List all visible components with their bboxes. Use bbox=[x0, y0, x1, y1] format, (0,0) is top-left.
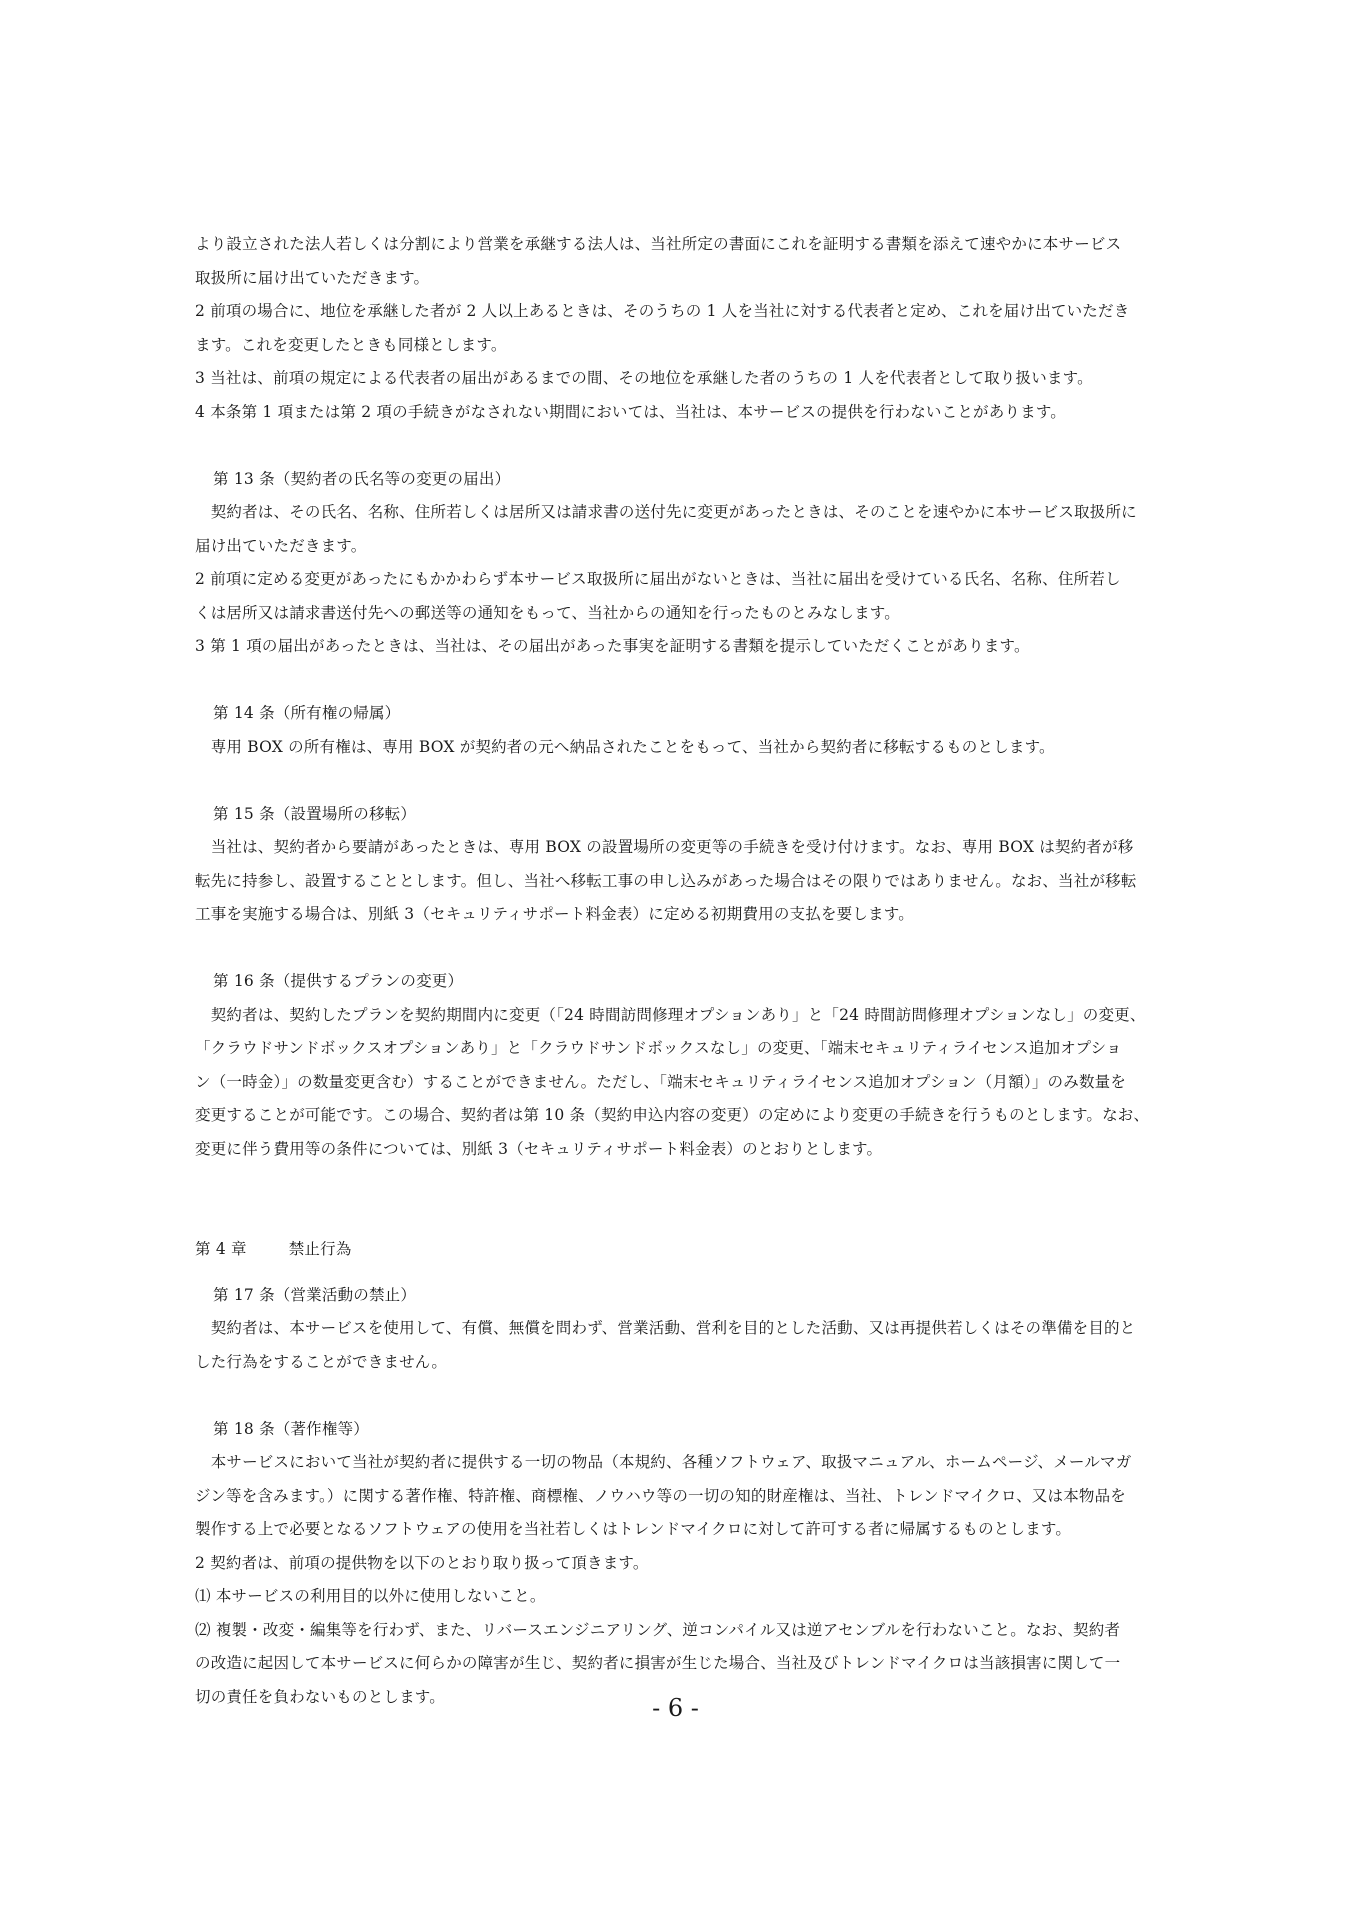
text-line: の改造に起因して本サービスに何らかの障害が生じ、契約者に損害が生じた場合、当社及びトレンドマイクロは当該損害に関して一 bbox=[195, 1654, 1121, 1672]
article-heading: 第 13 条（契約者の氏名等の変更の届出） bbox=[213, 469, 511, 488]
text-line: 届け出ていただきます。 bbox=[195, 536, 367, 555]
text-line: 変更に伴う費用等の条件については、別紙 3（セキュリティサポート料金表）のとおりとします。 bbox=[195, 1139, 883, 1158]
text-line: 当社は、契約者から要請があったときは、専用 BOX の設置場所の変更等の手続きを受け付けます。なお、専用 BOX は契約者が移 bbox=[195, 838, 1134, 856]
text-line: くは居所又は請求書送付先への郵送等の通知をもって、当社からの通知を行ったものとみなします。 bbox=[195, 603, 900, 622]
text-line: 取扱所に届け出ていただきます。 bbox=[195, 268, 430, 287]
text-line: 4 本条第 1 項または第 2 項の手続きがなされない期間においては、当社は、本サービスの提供を行わないことがあります。 bbox=[195, 402, 1066, 421]
text-line: 契約者は、その氏名、名称、住所若しくは居所又は請求書の送付先に変更があったときは、そのことを速やかに本サービス取扱所に bbox=[195, 503, 1137, 521]
text-line: ン（一時金）」の数量変更含む）することができません。ただし、「端末セキュリティライセンス追加オプション（月額）」のみ数量を bbox=[195, 1072, 1127, 1091]
text-line: 3 当社は、前項の規定による代表者の届出があるまでの間、その地位を承継した者のうちの 1 人を代表者として取り扱います。 bbox=[195, 369, 1093, 387]
spacer bbox=[195, 1200, 1163, 1234]
text-line: 工事を実施する場合は、別紙 3（セキュリティサポート料金表）に定める初期費用の支払を要します。 bbox=[195, 905, 914, 923]
text-line: 本サービスにおいて当社が契約者に提供する一切の物品（本規約、各種ソフトウェア、取扱マニュアル、ホームページ、メールマガ bbox=[195, 1453, 1132, 1471]
article-heading: 第 17 条（営業活動の禁止） bbox=[213, 1285, 417, 1304]
text-line: 変更することが可能です。この場合、契約者は第 10 条（契約申込内容の変更）の定めにより変更の手続きを行うものとします。なお、 bbox=[195, 1106, 1150, 1124]
text-line: 2 前項に定める変更があったにもかかわらず本サービス取扱所に届出がないときは、当社に届出を受けている氏名、名称、住所若し bbox=[195, 570, 1121, 588]
text-line: 切の責任を負わないものとします。 bbox=[195, 1687, 445, 1706]
text-line: 「クラウドサンドボックスオプションあり」と「クラウドサンドボックスなし」の変更、「端末セキュリティライセンス追加オプショ bbox=[195, 1039, 1122, 1057]
article-17 bbox=[195, 1279, 1163, 1380]
chapter-title: 禁止行為 bbox=[288, 1240, 352, 1258]
article-heading: 第 18 条（著作権等） bbox=[213, 1419, 369, 1438]
spacer bbox=[195, 664, 1163, 698]
text-line: ⑴ 本サービスの利用目的以外に使用しないこと。 bbox=[195, 1587, 546, 1605]
article-13 bbox=[195, 463, 1163, 664]
spacer bbox=[195, 1267, 1163, 1279]
spacer bbox=[195, 1166, 1163, 1200]
text-line: 転先に持参し、設置することとします。但し、当社へ移転工事の申し込みがあった場合はその限りではありません。なお、当社が移転 bbox=[195, 871, 1137, 890]
text-line: ます。これを変更したときも同様とします。 bbox=[195, 335, 507, 354]
text-line: 製作する上で必要となるソフトウェアの使用を当社若しくはトレンドマイクロに対して許可する者に帰属するものとします。 bbox=[195, 1520, 1072, 1538]
text-line: した行為をすることができません。 bbox=[195, 1352, 448, 1371]
text-line: 3 第 1 項の届出があったときは、当社は、その届出があった事実を証明する書類を提示していただくことがあります。 bbox=[195, 637, 1030, 655]
spacer bbox=[195, 429, 1163, 463]
text-line: より設立された法人若しくは分割により営業を承継する法人は、当社所定の書面にこれを証明する書類を添えて速やかに本サービス bbox=[195, 235, 1122, 253]
text-line: 2 契約者は、前項の提供物を以下のとおり取り扱って頂きます。 bbox=[195, 1553, 649, 1572]
text-line: ⑵ 複製・改変・編集等を行わず、また、リバースエンジニアリング、逆コンパイル又は逆アセンブルを行わないこと。なお、契約者 bbox=[195, 1620, 1121, 1639]
intro-section bbox=[195, 228, 1163, 429]
text-line: 専用 BOX の所有権は、専用 BOX が契約者の元へ納品されたことをもって、当社から契約者に移転するものとします。 bbox=[195, 737, 1055, 756]
chapter-heading bbox=[195, 1233, 1163, 1267]
text-line: ジン等を含みます。）に関する著作権、特許権、商標権、ノウハウ等の一切の知的財産権は、当社、トレンドマイクロ、又は本物品を bbox=[195, 1486, 1126, 1505]
article-heading: 第 15 条（設置場所の移転） bbox=[213, 804, 417, 823]
article-18 bbox=[195, 1413, 1163, 1715]
spacer bbox=[195, 1379, 1163, 1413]
text-line: 2 前項の場合に、地位を承継した者が 2 人以上あるときは、そのうちの 1 人を当社に対する代表者と定め、これを届け出ていただき bbox=[195, 302, 1130, 320]
text-line: 契約者は、契約したプランを契約期間内に変更（「24 時間訪問修理オプションあり」と「24 時間訪問修理オプションなし」の変更、 bbox=[195, 1005, 1146, 1024]
article-heading: 第 16 条（提供するプランの変更） bbox=[213, 972, 464, 990]
text-line: 契約者は、本サービスを使用して、有償、無償を問わず、営業活動、営利を目的とした活動、又は再提供若しくはその準備を目的と bbox=[195, 1319, 1136, 1337]
spacer bbox=[195, 764, 1163, 798]
article-heading: 第 14 条（所有権の帰属） bbox=[213, 704, 401, 722]
article-14 bbox=[195, 697, 1163, 764]
chapter-number: 第 4 章 bbox=[195, 1240, 247, 1258]
spacer bbox=[195, 932, 1163, 966]
article-15 bbox=[195, 798, 1163, 932]
page-number: - 6 - bbox=[652, 1694, 699, 1722]
article-16 bbox=[195, 965, 1163, 1166]
document-body bbox=[195, 228, 1163, 1714]
